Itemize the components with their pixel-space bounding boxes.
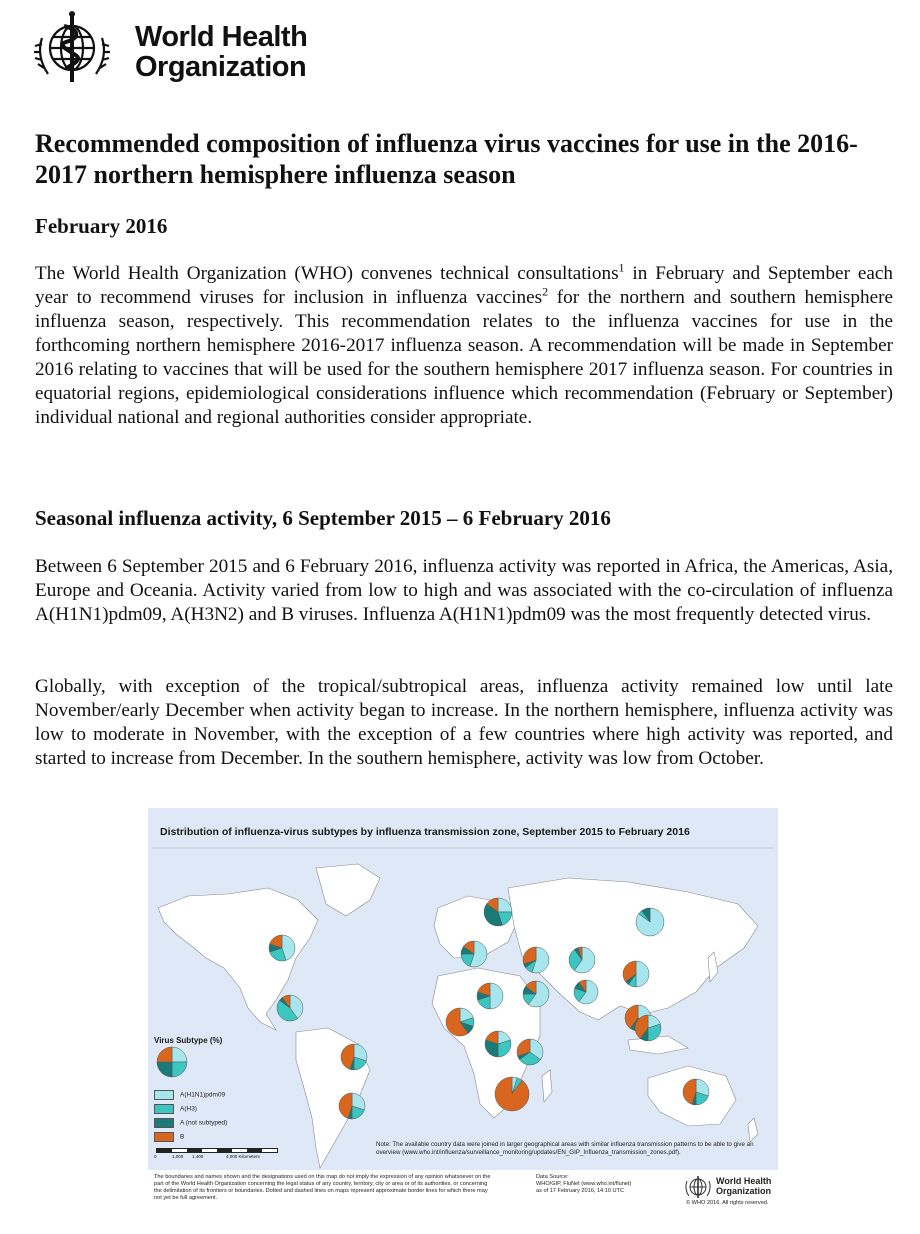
pie-northern-europe: [484, 898, 512, 926]
pie-temperate-south-america: [339, 1093, 365, 1119]
data-source: [536, 1174, 656, 1195]
legend-title: Virus Subtype (%): [154, 1036, 223, 1045]
who-logo: [34, 8, 314, 88]
intro-paragraph: [35, 262, 893, 430]
data-source-line-1: WHO/GIP, FluNet (www.who.int/flunet): [536, 1181, 632, 1187]
pie-western-asia-2: [523, 981, 549, 1007]
pie-middle-africa: [485, 1031, 511, 1057]
logo-line-1: World Health: [135, 21, 308, 53]
pie-central-asia: [574, 980, 598, 1004]
who-wordmark-small: [716, 1176, 771, 1196]
pie-southern-africa: [495, 1077, 529, 1111]
who-emblem-icon: [34, 8, 130, 88]
scale-bar: [156, 1148, 278, 1153]
scale-label-3: 4,000 Kilometers: [226, 1154, 260, 1159]
who-small-line-2: Organization: [716, 1186, 772, 1196]
data-source-label: Data Source:: [536, 1174, 569, 1180]
document-date: February 2016: [35, 214, 168, 238]
footnote-ref-2[interactable]: 2: [542, 284, 549, 299]
pie-eastern-africa: [517, 1039, 543, 1065]
pie-western-asia: [569, 947, 595, 973]
legend-item-b: [154, 1132, 184, 1142]
pie-north-america: [269, 935, 295, 961]
pie-slice-northern-africa-0: [490, 983, 503, 1009]
pie-south-east-asia: [635, 1015, 661, 1041]
pie-slice-southern-africa-3: [495, 1077, 529, 1111]
legend-swatch: [154, 1118, 174, 1128]
map-disclaimer: The boundaries and names shown and the designations used on this map do not imply the expression of any opinion whatsoever on the part of the World Health Organization concerning the legal status of any country, territory, city or area or of its authorities, or concerning the delimitation of its frontiers or boundaries. Dotted and dashed lines on maps represent approximate border lines for which there may not yet be full agreement.: [154, 1174, 491, 1201]
who-emblem-small-icon: [684, 1174, 712, 1200]
pie-chart-layer: [148, 808, 778, 1170]
intro-text-1: The World Health Organization (WHO) convenes technical consultations: [35, 263, 619, 284]
intro-text-2: in February and September each year to recommend viruses for inclusion in influenza vaccines: [35, 263, 893, 308]
legend-item-h1n1: [154, 1090, 225, 1100]
logo-line-2: Organization: [135, 51, 307, 83]
who-small-line-1: World Health: [716, 1176, 772, 1186]
legend-sample-pie: [156, 1046, 188, 1078]
logo-wordmark: [135, 22, 307, 82]
document-title: Recommended composition of influenza virus vaccines for use in the 2016-2017 northern hemisphere influenza season: [35, 129, 858, 189]
scale-label-0: 0: [154, 1154, 157, 1159]
pie-tropical-south-america: [341, 1044, 367, 1070]
footnote-ref-1[interactable]: 1: [618, 260, 625, 275]
intro-text-3: for the northern and southern hemisphere influenza season, respectively. This recommendation relates to the influenza vaccines for use in the forthcoming northern hemisphere 2016-2017 influenza season. A recommendation will be made in September 2016 relating to vaccines that will be used for the southern hemisphere 2017 influenza season. For countries in equatorial regions, epidemiological considerations influence which recommendation (February or September) individual national and regional authorities consider appropriate.: [35, 287, 893, 428]
legend-item-not-subtyped: [154, 1118, 227, 1128]
pie-slice-northern-europe-0: [498, 898, 512, 912]
pie-northern-africa: [477, 983, 503, 1009]
pie-eastern-europe: [523, 947, 549, 973]
pie-southern-asia: [623, 961, 649, 987]
section-heading: Seasonal influenza activity, 6 September 2015 – 6 February 2016: [35, 506, 611, 530]
legend-label: B: [180, 1133, 185, 1141]
scale-label-1: 1,000: [172, 1154, 184, 1159]
pie-south-west-europe: [461, 941, 487, 967]
legend-swatch: [154, 1132, 174, 1142]
pie-slice-southern-asia-0: [636, 961, 649, 987]
activity-paragraph-2: Globally, with exception of the tropical/subtropical areas, influenza activity remained low until late November/early December when activity began to increase. In the northern hemisphere, influenza activity was low to moderate in November, with the exception of a few countries where high activity was reported, and started to increase from December. In the southern hemisphere, activity was low from October.: [35, 676, 893, 769]
data-source-line-2: as of 17 February 2016, 14:10 UTC: [536, 1188, 624, 1194]
pie-central-america: [277, 995, 303, 1021]
activity-paragraph-1: Between 6 September 2015 and 6 February 2016, influenza activity was reported in Africa, the Americas, Asia, Europe and Oceania. Activity varied from low to high and was associated with the co-circulation of influenza A(H1N1)pdm09, A(H3N2) and B viruses. Influenza A(H1N1)pdm09 was the most frequently detected virus.: [35, 556, 893, 625]
legend-label: A(H1N1)pdm09: [180, 1091, 226, 1099]
map-panel: [148, 808, 778, 1170]
pie-oceania: [683, 1079, 709, 1105]
legend-item-h3: [154, 1104, 197, 1114]
map-note: Note: The available country data were joined in larger geographical areas with similar influenza transmission patterns to be able to give an overview (www.who.int/influenza/surveillance_monitoring/updates/EN_GIP_Influenza_transmission_zones.pdf).: [376, 1141, 754, 1156]
pie-western-africa: [446, 1008, 474, 1036]
pie-russia-north: [636, 908, 664, 936]
legend-swatch: [154, 1104, 174, 1114]
influenza-map-figure: [148, 808, 778, 1208]
legend-swatch: [154, 1090, 174, 1100]
legend-label: A (not subtyped): [180, 1119, 228, 1127]
map-title: Distribution of influenza-virus subtypes by influenza transmission zone, September 2015 to February 2016: [160, 826, 690, 838]
scale-label-2: 1,400: [192, 1154, 204, 1159]
copyright: © WHO 2016. All rights reserved.: [686, 1200, 769, 1206]
legend-label: A(H3): [180, 1105, 197, 1113]
